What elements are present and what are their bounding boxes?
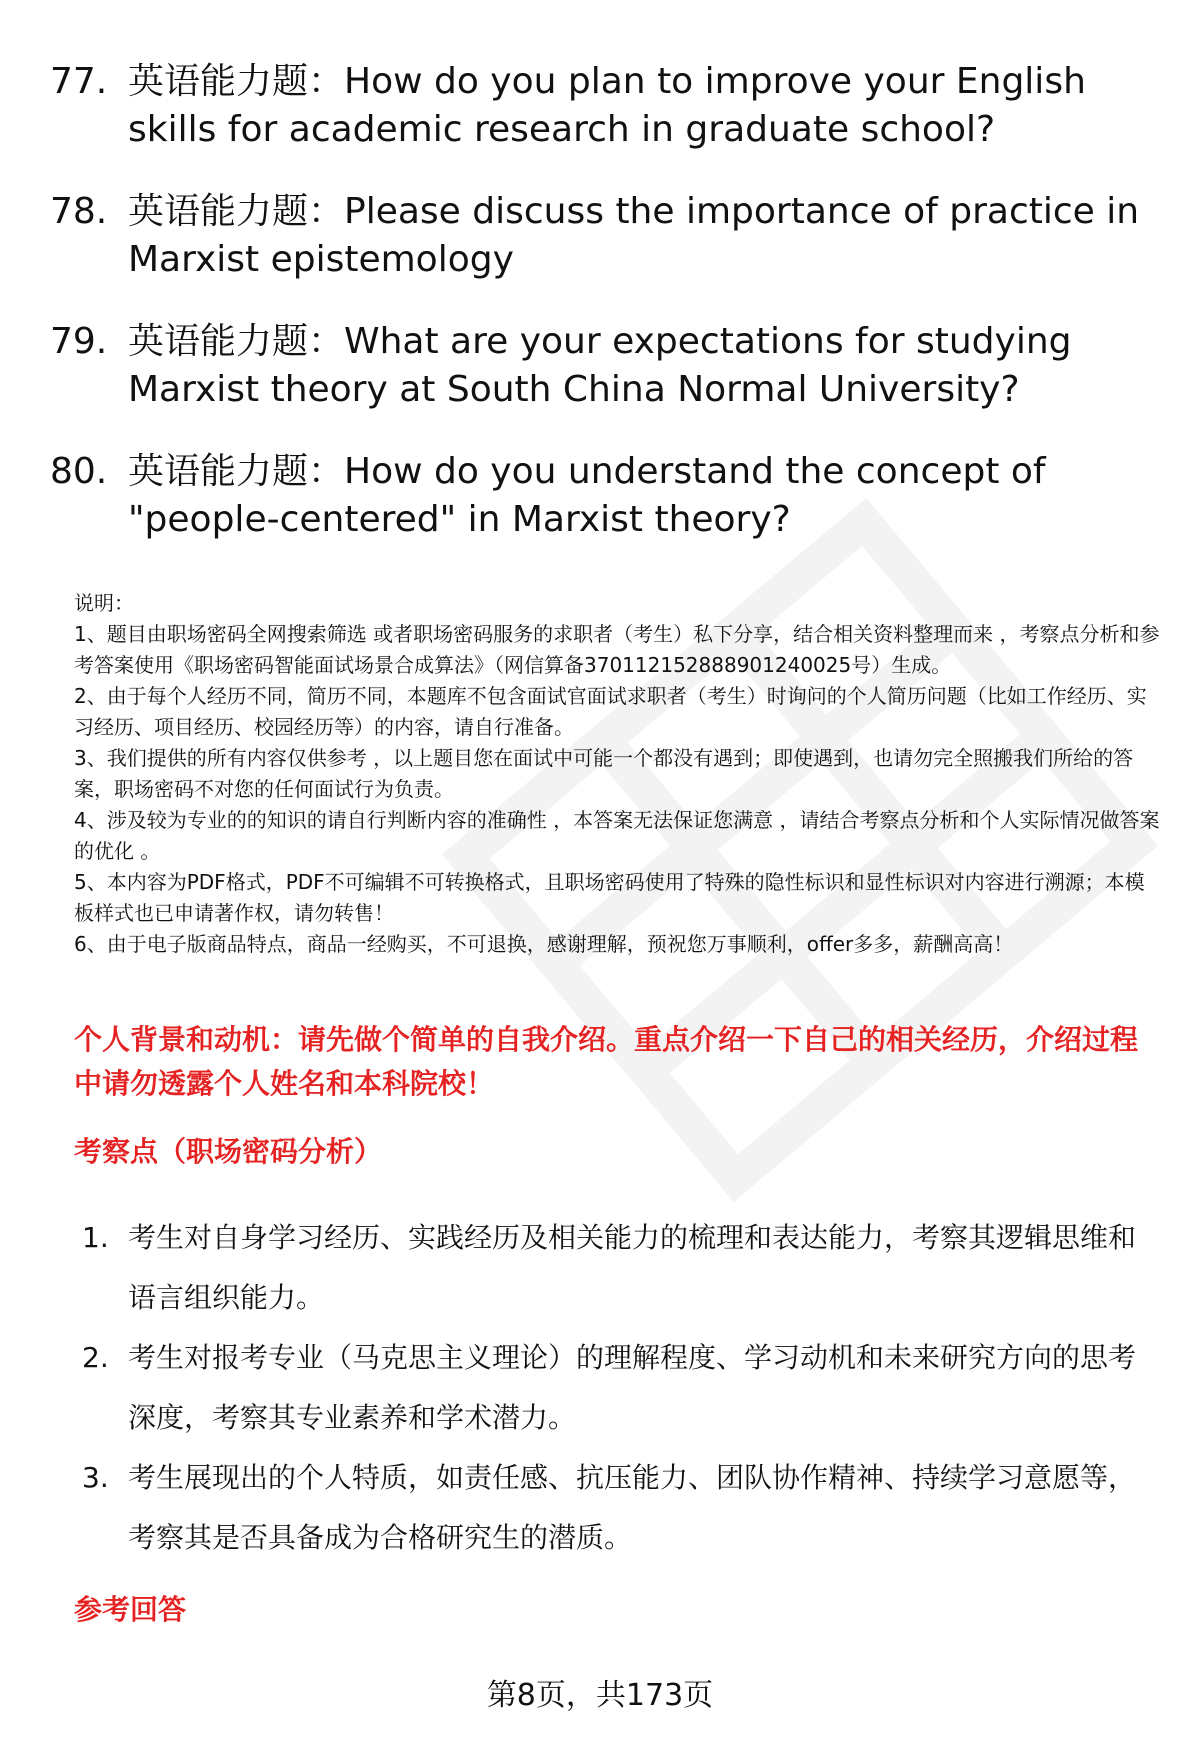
analysis-point [82, 1208, 1162, 1328]
question-item [50, 58, 1170, 154]
note-item: 6、由于电子版商品特点，商品一经购买，不可退换，感谢理解，预祝您万事顺利，offer多多，薪酬高高！ [74, 932, 1014, 956]
analysis-title: 考察点（职场密码分析） [74, 1135, 383, 1168]
question-list [50, 58, 1170, 578]
point-number: 3. [82, 1461, 109, 1494]
note-item: 4、涉及较为专业的的知识的请自行判断内容的准确性 ，本答案无法保证您满意 ，请结合考察点分析和个人实际情况做答案的优化 。 [74, 808, 1160, 863]
question-text: 英语能力题：How do you understand the concept of "people-centered" in Marxist theory? [128, 451, 1046, 540]
question-item [50, 188, 1170, 284]
question-number: 79. [50, 321, 108, 362]
point-text: 考生展现出的个人特质，如责任感、抗压能力、团队协作精神、持续学习意愿等，考察其是否具备成为合格研究生的潜质。 [128, 1461, 1137, 1554]
question-item [50, 448, 1170, 544]
question-text: 英语能力题：How do you plan to improve your English skills for academic research in graduate school? [128, 61, 1086, 150]
point-number: 1. [82, 1221, 109, 1254]
question-number: 80. [50, 451, 108, 492]
point-number: 2. [82, 1341, 109, 1374]
page-footer: 第8页，共173页 [486, 1678, 714, 1713]
question-text: 英语能力题：Please discuss the importance of practice in Marxist epistemology [128, 191, 1140, 280]
question-item [50, 318, 1170, 414]
notes-title: 说明： [74, 591, 134, 615]
question-number: 77. [50, 61, 108, 102]
current-question-heading: 个人背景和动机：请先做个简单的自我介绍。重点介绍一下自己的相关经历，介绍过程中请勿透露个人姓名和本科院校！ [74, 1023, 1139, 1100]
analysis-point [82, 1328, 1162, 1448]
question-text: 英语能力题：What are your expectations for studying Marxist theory at South China Normal University? [128, 321, 1072, 410]
note-item: 5、本内容为PDF格式，PDF不可编辑不可转换格式，且职场密码使用了特殊的隐性标识和显性标识对内容进行溯源；本模板样式也已申请著作权，请勿转售！ [74, 870, 1145, 925]
note-item: 3、我们提供的所有内容仅供参考 ，以上题目您在面试中可能一个都没有遇到；即使遇到，也请勿完全照搬我们所给的答案，职场密码不对您的任何面试行为负责。 [74, 746, 1134, 801]
analysis-points [82, 1208, 1162, 1568]
analysis-point [82, 1448, 1162, 1568]
notes-section [74, 588, 1164, 960]
reference-answer-title: 参考回答 [74, 1593, 187, 1626]
point-text: 考生对自身学习经历、实践经历及相关能力的梳理和表达能力，考察其逻辑思维和语言组织能力。 [128, 1221, 1137, 1314]
note-item: 2、由于每个人经历不同，简历不同，本题库不包含面试官面试求职者（考生）时询问的个人简历问题（比如工作经历、实习经历、项目经历、校园经历等）的内容，请自行准备。 [74, 684, 1147, 739]
note-item: 1、题目由职场密码全网搜索筛选 或者职场密码服务的求职者（考生）私下分享，结合相关资料整理而来 ，考察点分析和参考答案使用《职场密码智能面试场景合成算法》（网信算备370112152888901240025号）生成。 [74, 622, 1160, 677]
question-number: 78. [50, 191, 108, 232]
point-text: 考生对报考专业（马克思主义理论）的理解程度、学习动机和未来研究方向的思考深度，考察其专业素养和学术潜力。 [128, 1341, 1137, 1434]
